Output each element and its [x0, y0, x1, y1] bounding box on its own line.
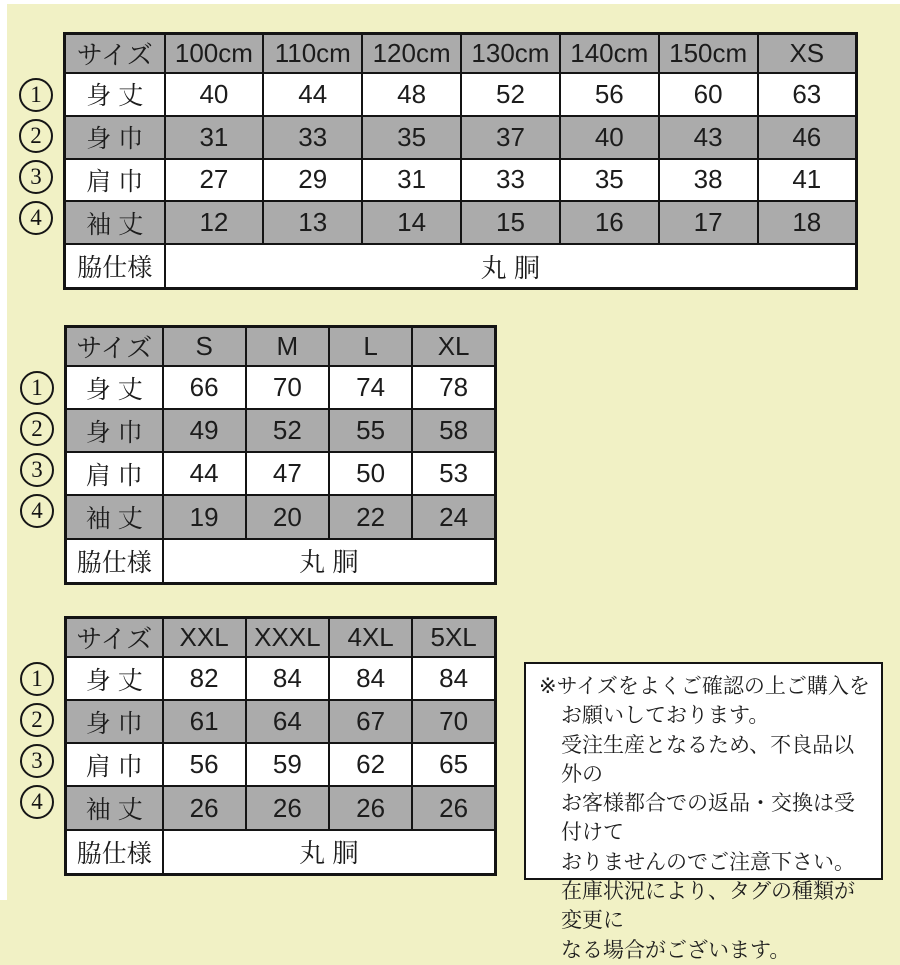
size-value: 70	[412, 700, 495, 743]
size-value: 13	[263, 201, 362, 244]
table-row	[66, 743, 496, 786]
table-row	[66, 700, 496, 743]
header-cell: 110cm	[263, 34, 362, 74]
note-line: なる場合がございます。	[561, 938, 791, 962]
tshirt-diagram	[505, 298, 900, 660]
size-value: 60	[659, 73, 758, 116]
size-table	[64, 616, 497, 876]
note-line: ※サイズをよくご確認の上ご購入を	[539, 675, 870, 698]
size-value: 29	[263, 159, 362, 202]
size-table-big	[64, 616, 497, 876]
size-table	[63, 32, 858, 290]
size-value: 27	[165, 159, 264, 202]
note-line: お客様都合での返品・交換は受付けて	[561, 792, 855, 845]
size-value: 16	[560, 201, 659, 244]
size-value: 55	[329, 409, 412, 452]
size-value: 65	[412, 743, 495, 786]
header-cell: 120cm	[362, 34, 461, 74]
size-value: 62	[329, 743, 412, 786]
size-value: 56	[560, 73, 659, 116]
size-value: 40	[165, 73, 264, 116]
row-label: 袖 丈	[65, 201, 165, 244]
header-cell: XXXL	[246, 618, 329, 658]
size-table-kids-block	[30, 32, 858, 290]
size-value: 84	[329, 657, 412, 700]
row-label: 脇仕様	[66, 539, 163, 584]
circled-number-4: 4	[20, 494, 54, 528]
circled-number-4: 4	[19, 201, 53, 235]
size-value: 44	[163, 452, 246, 495]
size-value: 58	[412, 409, 495, 452]
size-table-kids	[63, 32, 858, 290]
size-value: 19	[163, 495, 246, 538]
header-cell: 140cm	[560, 34, 659, 74]
size-value: 14	[362, 201, 461, 244]
header-cell: XL	[412, 327, 495, 367]
note-line: お願いしております。	[561, 704, 770, 728]
size-value: 31	[165, 116, 264, 159]
header-cell: 150cm	[659, 34, 758, 74]
note-line: 在庫状況により、タグの種類が変更に	[561, 880, 855, 933]
header-cell: XS	[758, 34, 857, 74]
table-row	[65, 201, 857, 244]
row-label: 袖 丈	[66, 495, 163, 538]
size-value: 74	[329, 366, 412, 409]
size-value: 70	[246, 366, 329, 409]
row-label: 身 巾	[65, 116, 165, 159]
table-row	[66, 657, 496, 700]
size-value: 41	[758, 159, 857, 202]
size-value: 24	[412, 495, 495, 538]
header-cell: サイズ	[65, 34, 165, 74]
size-value: 26	[246, 786, 329, 829]
size-value: 47	[246, 452, 329, 495]
table-row	[65, 116, 857, 159]
row-label: 身 巾	[66, 409, 163, 452]
circled-number-2: 2	[19, 119, 53, 153]
row-label: 身 丈	[66, 657, 163, 700]
size-value: 53	[412, 452, 495, 495]
circled-number-2: 2	[20, 703, 54, 737]
table-row	[65, 159, 857, 202]
circled-number-4: 4	[20, 785, 54, 819]
size-value: 26	[163, 786, 246, 829]
white-top-edge	[0, 0, 900, 4]
size-value: 31	[362, 159, 461, 202]
size-value: 15	[461, 201, 560, 244]
row-label: 肩 巾	[66, 452, 163, 495]
spec-value: 丸 胴	[163, 539, 496, 584]
size-value: 26	[329, 786, 412, 829]
size-table-big-block	[31, 616, 497, 876]
table-row	[65, 244, 857, 289]
size-value: 37	[461, 116, 560, 159]
row-label: 袖 丈	[66, 786, 163, 829]
size-value: 67	[329, 700, 412, 743]
size-value: 78	[412, 366, 495, 409]
note-line: おりませんのでご注意下さい。	[561, 850, 855, 874]
white-left-edge	[0, 0, 7, 900]
size-value: 22	[329, 495, 412, 538]
size-table-adult-block	[31, 325, 497, 585]
header-cell: 100cm	[165, 34, 264, 74]
table-row	[65, 73, 857, 116]
row-label: 脇仕様	[65, 244, 165, 289]
row-number-circles	[19, 78, 53, 235]
size-value: 20	[246, 495, 329, 538]
header-cell: 4XL	[329, 618, 412, 658]
header-cell: M	[246, 327, 329, 367]
table-row	[66, 539, 496, 584]
row-number-circles	[20, 662, 54, 819]
size-value: 63	[758, 73, 857, 116]
size-value: 66	[163, 366, 246, 409]
row-label: 身 巾	[66, 700, 163, 743]
size-value: 33	[461, 159, 560, 202]
header-cell: サイズ	[66, 327, 163, 367]
size-value: 56	[163, 743, 246, 786]
row-label: 肩 巾	[65, 159, 165, 202]
circled-number-3: 3	[20, 744, 54, 778]
spec-value: 丸 胴	[165, 244, 857, 289]
purchase-note	[524, 662, 883, 962]
size-value: 52	[461, 73, 560, 116]
table-row	[66, 495, 496, 538]
size-value: 59	[246, 743, 329, 786]
size-value: 38	[659, 159, 758, 202]
spec-value: 丸 胴	[163, 830, 496, 875]
size-value: 17	[659, 201, 758, 244]
size-value: 18	[758, 201, 857, 244]
circled-number-2: 2	[20, 412, 54, 446]
circled-number-1: 1	[20, 371, 54, 405]
row-label: 身 丈	[66, 366, 163, 409]
size-value: 26	[412, 786, 495, 829]
size-value: 82	[163, 657, 246, 700]
size-value: 48	[362, 73, 461, 116]
row-label: 身 丈	[65, 73, 165, 116]
size-value: 40	[560, 116, 659, 159]
size-value: 49	[163, 409, 246, 452]
size-value: 61	[163, 700, 246, 743]
size-value: 44	[263, 73, 362, 116]
header-cell: L	[329, 327, 412, 367]
size-value: 50	[329, 452, 412, 495]
row-label: 脇仕様	[66, 830, 163, 875]
size-table-adult	[64, 325, 497, 585]
size-value: 84	[412, 657, 495, 700]
circled-number-3: 3	[19, 160, 53, 194]
size-value: 84	[246, 657, 329, 700]
circled-number-1: 1	[20, 662, 54, 696]
size-value: 64	[246, 700, 329, 743]
size-value: 35	[362, 116, 461, 159]
size-value: 33	[263, 116, 362, 159]
header-cell: 130cm	[461, 34, 560, 74]
size-value: 52	[246, 409, 329, 452]
header-cell: サイズ	[66, 618, 163, 658]
header-cell: 5XL	[412, 618, 495, 658]
row-number-circles	[20, 371, 54, 528]
circled-number-1: 1	[19, 78, 53, 112]
table-row	[66, 830, 496, 875]
circled-number-3: 3	[20, 453, 54, 487]
size-value: 12	[165, 201, 264, 244]
size-value: 43	[659, 116, 758, 159]
header-cell: S	[163, 327, 246, 367]
table-row	[66, 366, 496, 409]
table-row	[66, 409, 496, 452]
size-value: 35	[560, 159, 659, 202]
header-cell: XXL	[163, 618, 246, 658]
size-table	[64, 325, 497, 585]
note-line: 受注生産となるため、不良品以外の	[561, 733, 855, 786]
table-row	[66, 786, 496, 829]
table-row	[66, 452, 496, 495]
row-label: 肩 巾	[66, 743, 163, 786]
size-value: 46	[758, 116, 857, 159]
